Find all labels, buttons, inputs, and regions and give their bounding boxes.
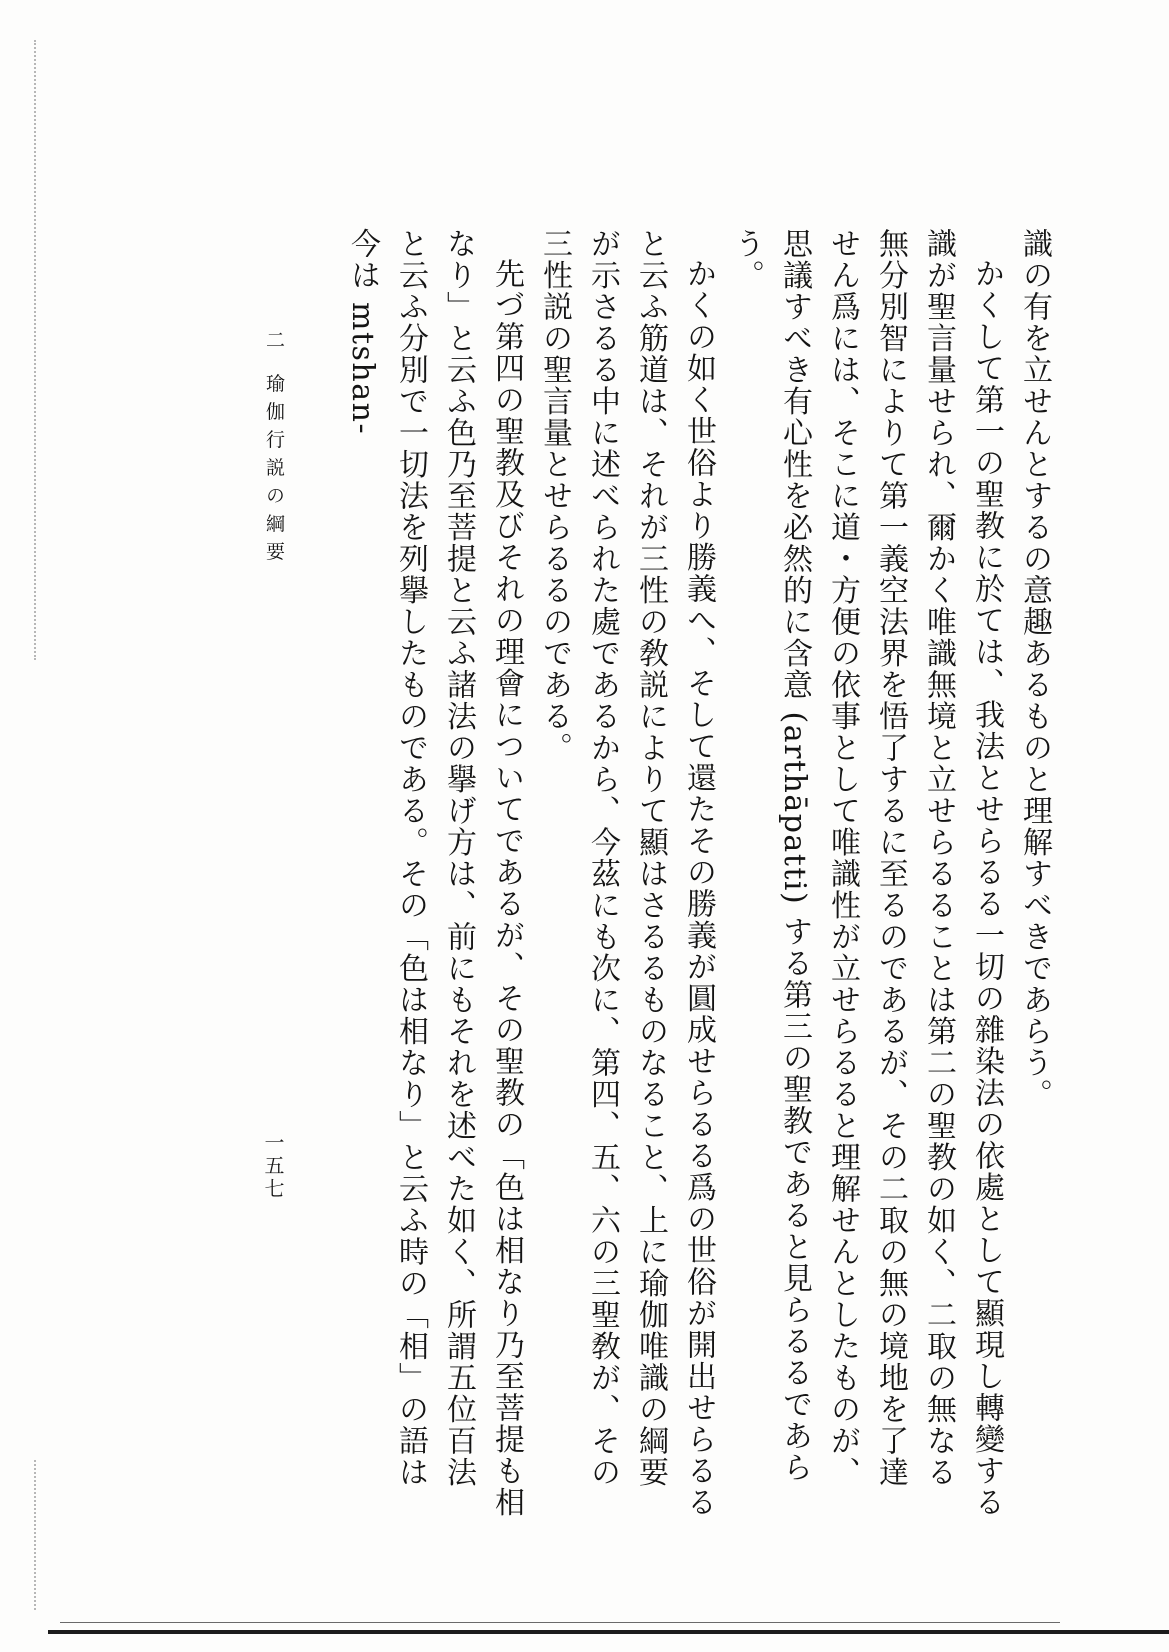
bottom-rule xyxy=(48,1630,1169,1634)
paragraph: かくして第一の聖教に於ては、我法とせらるる一切の雜染法の依處として顯現し轉變する識が聖言量せられ、爾かく唯識無境と立せらるることは第二の聖教の如く、二取の無なる無分別智によりて第一義空法界を悟了するに至るのであるが、その二取の無の境地を了達せん爲には、そこに道・方便の依事として唯識性が立せらるると理解せんとしたものが、思議すべき有心性を必然的に含意 (arthāpatti) する第三の聖教であると見らるるであらう。 xyxy=(729,228,1004,1518)
page-number: 一五七 xyxy=(261,1132,285,1201)
paragraph: 先づ第四の聖教及びそれの理會についてであるが、その聖教の「色は相なり乃至菩提も相なり」と云ふ色乃至菩提と云ふ諸法の擧げ方は、前にもそれを述べた如く、所謂五位百法と云ふ分別で一切法を列擧したものである。その「色は相なり」と云ふ時の「相」の語は今は mtshan- xyxy=(345,228,524,1518)
binding-edge xyxy=(34,40,40,660)
paragraph: かくの如く世俗より勝義へ、そして還たその勝義が圓成せらるる爲の世俗が開出せらるると云ふ筋道は、それが三性の敎説によりて顯はさるるものなること、上に瑜伽唯識の綱要が示さるる中に述べられた處であるから、今茲にも次に、第四、五、六の三聖敎が、その三性説の聖言量とせらるるのである。 xyxy=(537,228,716,1518)
bottom-rule-thin xyxy=(60,1622,1060,1623)
running-header: 二 瑜伽行説の綱要 xyxy=(263,330,285,570)
paragraph-continuation: 識の有を立せんとするの意趣あるものと理解すべきであらう。 xyxy=(1017,228,1052,1110)
binding-edge-lower xyxy=(34,1460,40,1610)
body-text xyxy=(318,228,1058,1518)
